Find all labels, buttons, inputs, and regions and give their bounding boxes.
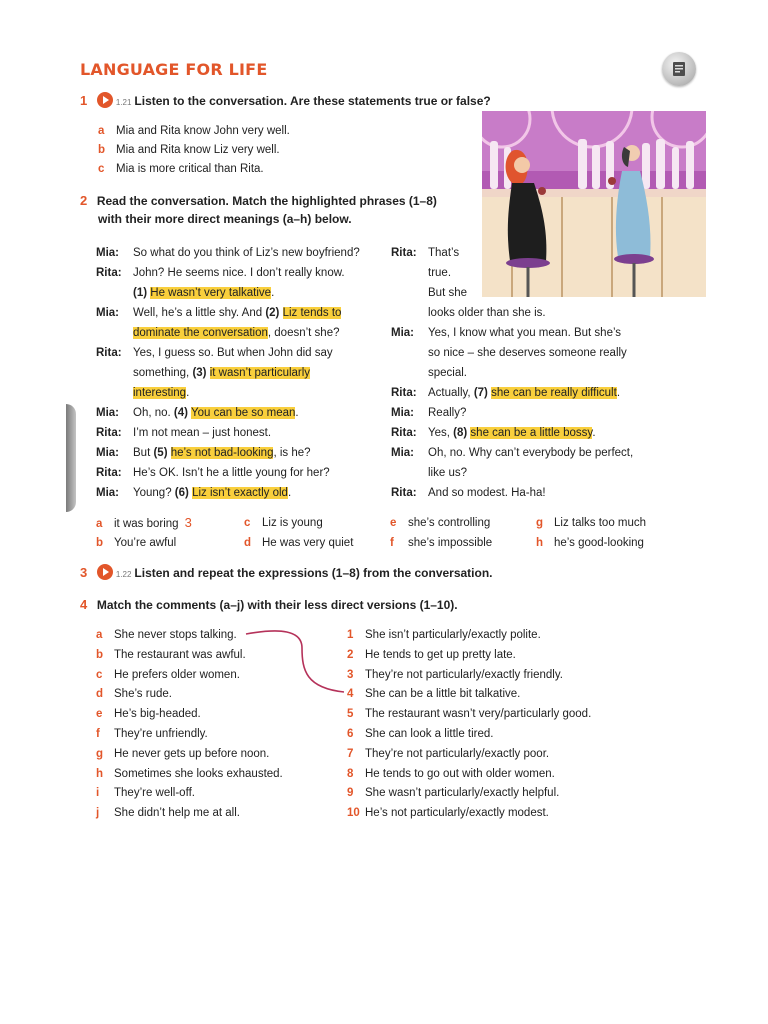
item-text: She never stops talking.	[114, 629, 237, 641]
speaker-name: Mia:	[96, 487, 119, 499]
highlighted-phrase: dominate the conversation	[133, 327, 268, 339]
version-item	[347, 727, 494, 741]
item-letter: e	[96, 708, 103, 721]
speaker-name: Mia:	[391, 407, 414, 419]
item-text: she’s impossible	[408, 537, 493, 549]
workbook-icon[interactable]	[662, 52, 696, 86]
item-number: 6	[347, 728, 354, 740]
ex4-instruction: Match the comments (a–j) with their less direct versions (1–10).	[96, 598, 458, 612]
item-text: She isn’t particularly/exactly polite.	[365, 629, 541, 641]
comment-item	[96, 806, 240, 820]
page-edge-shadow	[66, 404, 76, 512]
version-item	[347, 786, 559, 800]
ex4-heading	[80, 598, 458, 613]
dialogue-text: Actually,	[428, 387, 474, 399]
item-letter: d	[244, 537, 252, 549]
ex3-number: 3	[80, 565, 88, 580]
item-letter: g	[536, 517, 544, 529]
comment-item	[96, 707, 201, 721]
bar-scene-illustration	[482, 111, 706, 297]
dialogue-text: .	[592, 427, 596, 439]
highlighted-phrase: interesting	[133, 387, 187, 399]
ex1-track: 1.21	[115, 98, 132, 107]
dialogue-line	[96, 386, 189, 400]
item-text: Mia is more critical than Rita.	[116, 163, 264, 175]
item-text: She wasn’t particularly/exactly helpful.	[365, 787, 560, 800]
ex1-heading	[80, 92, 491, 110]
dialogue-line	[391, 486, 546, 500]
dialogue-text: So what do you think of Liz’s new boyfriend?	[133, 247, 360, 259]
phrase-number: (4)	[173, 407, 188, 419]
meaning-item	[536, 516, 646, 530]
dialogue-line	[391, 346, 627, 360]
phrase-number: (7)	[473, 387, 488, 399]
ex1-number: 1	[80, 93, 88, 108]
item-letter: a	[98, 125, 105, 137]
speaker-name: Rita:	[391, 427, 417, 439]
item-text: The restaurant wasn’t very/particularly good.	[365, 708, 592, 721]
version-item	[347, 668, 563, 682]
meaning-item	[244, 536, 353, 550]
item-text: she’s controlling	[408, 517, 491, 529]
version-item	[347, 628, 541, 642]
speaker-name: Mia:	[96, 307, 119, 319]
dialogue-line	[96, 326, 340, 340]
item-letter: e	[390, 517, 397, 529]
highlighted-phrase: he’s not bad-looking	[170, 447, 274, 459]
statement-item	[98, 143, 280, 157]
ex2-heading	[80, 194, 437, 209]
item-text: Mia and Rita know Liz very well.	[116, 144, 280, 156]
dialogue-line	[391, 286, 467, 300]
item-letter: h	[96, 767, 104, 780]
dialogue-text: , is he?	[273, 447, 311, 459]
dialogue-text: Young?	[133, 487, 175, 499]
ex2-heading-cont	[98, 212, 352, 227]
highlighted-phrase: Liz isn’t exactly old	[192, 487, 288, 499]
statement-item	[98, 124, 290, 138]
item-letter: c	[96, 668, 103, 681]
item-number: 5	[347, 708, 354, 721]
version-item	[347, 806, 549, 820]
dialogue-text: Really?	[428, 407, 467, 419]
speaker-name: Rita:	[96, 267, 122, 279]
ex4-number: 4	[80, 597, 88, 612]
version-item	[347, 687, 520, 701]
item-text: He was very quiet	[262, 537, 354, 549]
dialogue-text: .	[271, 287, 275, 299]
item-text: They’re not particularly/exactly poor.	[365, 747, 550, 760]
section-title: LANGUAGE FOR LIFE	[80, 60, 268, 79]
dialogue-text: special.	[428, 367, 467, 379]
meaning-item	[244, 516, 323, 530]
meaning-item	[96, 516, 192, 531]
ex1-instruction: Listen to the conversation. Are these statements true or false?	[134, 94, 491, 108]
speaker-name: Rita:	[391, 487, 417, 499]
ex3-track: 1.22	[115, 570, 132, 579]
item-number: 2	[347, 648, 354, 661]
dialogue-line	[96, 446, 311, 460]
statement-item	[98, 162, 264, 176]
item-number: 1	[347, 629, 354, 641]
dialogue-line	[391, 446, 633, 460]
dialogue-text: That’s	[428, 247, 460, 259]
item-number: 9	[347, 787, 354, 800]
phrase-number: (5)	[153, 447, 168, 459]
dialogue-text: But	[133, 447, 154, 459]
dialogue-line	[391, 466, 467, 480]
item-text: Mia and Rita know John very well.	[116, 125, 290, 137]
phrase-number: (6)	[174, 487, 189, 499]
item-letter: a	[96, 629, 103, 641]
dialogue-text: Well, he’s a little shy. And	[133, 307, 266, 319]
speaker-name: Mia:	[96, 407, 119, 419]
item-number: 7	[347, 747, 354, 760]
dialogue-text: something,	[133, 367, 193, 379]
dialogue-line	[391, 306, 546, 320]
version-item	[347, 767, 555, 781]
item-number: 4	[347, 688, 354, 701]
version-item	[347, 648, 516, 662]
item-letter: g	[96, 747, 104, 760]
dialogue-line	[96, 366, 310, 380]
dialogue-line	[96, 406, 299, 420]
dialogue-text: John? He seems nice. I don’t really know.	[133, 267, 345, 279]
item-number: 3	[347, 668, 354, 681]
ex2-instruction-line1: Read the conversation. Match the highlighted phrases (1–8)	[96, 194, 437, 208]
item-text: They’re not particularly/exactly friendly.	[365, 668, 563, 681]
speaker-name: Rita:	[96, 427, 122, 439]
dialogue-line	[391, 386, 620, 400]
dialogue-text: .	[616, 387, 621, 399]
dialogue-text: And so modest. Ha-ha!	[428, 487, 546, 499]
item-text: She didn’t help me at all.	[114, 807, 240, 820]
item-text: She can look a little tired.	[365, 728, 494, 740]
comment-item	[96, 648, 246, 662]
item-letter: c	[98, 163, 105, 175]
dialogue-line	[96, 266, 345, 280]
highlighted-phrase: she can be really difficult	[491, 387, 617, 399]
item-text: They’re unfriendly.	[114, 728, 208, 740]
comment-item	[96, 767, 283, 781]
item-text: it was boring	[114, 518, 179, 530]
ex2-number: 2	[80, 193, 88, 208]
dialogue-text: He’s OK. Isn’t he a little young for her?	[133, 467, 330, 479]
highlighted-phrase: He wasn’t very talkative	[150, 287, 272, 299]
item-text: She can be a little bit talkative.	[365, 688, 521, 701]
item-text: You’re awful	[114, 537, 177, 549]
dialogue-line	[96, 466, 330, 480]
dialogue-line	[391, 326, 621, 340]
highlighted-phrase: You can be so mean	[190, 407, 296, 419]
handwritten-answer: 3	[184, 515, 192, 530]
phrase-number: (1)	[133, 287, 148, 299]
speaker-name: Mia:	[391, 327, 414, 339]
dialogue-text: I’m not mean – just honest.	[133, 427, 272, 439]
item-text: he’s good-looking	[554, 537, 644, 549]
meaning-item	[390, 516, 490, 530]
speaker-name: Rita:	[96, 467, 122, 479]
item-letter: f	[96, 728, 100, 740]
item-text: He’s not particularly/exactly modest.	[365, 807, 549, 820]
speaker-name: Mia:	[391, 447, 414, 459]
item-letter: b	[96, 648, 104, 661]
dialogue-text: Oh, no.	[133, 407, 174, 419]
example-match-connector	[240, 626, 360, 696]
item-letter: b	[96, 537, 104, 549]
item-letter: d	[96, 688, 104, 701]
dialogue-line	[96, 286, 274, 300]
dialogue-line	[96, 426, 271, 440]
comment-item	[96, 687, 172, 701]
item-letter: b	[98, 144, 106, 156]
speaker-name: Rita:	[391, 387, 417, 399]
highlighted-phrase: it wasn’t particularly	[209, 367, 311, 379]
comment-item	[96, 668, 240, 682]
item-text: Liz talks too much	[554, 517, 647, 529]
item-text: She’s rude.	[114, 688, 172, 701]
highlighted-phrase: she can be a little bossy	[470, 427, 593, 439]
meaning-item	[390, 536, 492, 550]
dialogue-line	[96, 486, 291, 500]
item-text: He tends to go out with older women.	[365, 767, 555, 780]
item-letter: a	[96, 518, 103, 530]
dialogue-text: Yes,	[428, 427, 454, 439]
dialogue-line	[96, 246, 360, 260]
audio-play-icon[interactable]	[97, 92, 113, 108]
item-letter: j	[96, 807, 100, 820]
dialogue-line	[391, 366, 467, 380]
ex2-instruction-line2: with their more direct meanings (a–h) below.	[98, 212, 352, 226]
item-text: He tends to get up pretty late.	[365, 648, 516, 661]
dialogue-text: .	[186, 387, 190, 399]
dialogue-text: Yes, I know what you mean. But she’s	[428, 327, 622, 339]
dialogue-line	[391, 266, 451, 280]
dialogue-line	[96, 306, 341, 320]
dialogue-text: looks older than she is.	[428, 307, 546, 319]
dialogue-line	[391, 426, 596, 440]
item-text: He never gets up before noon.	[114, 747, 270, 760]
item-text: He’s big-headed.	[114, 708, 201, 721]
item-letter: i	[96, 787, 100, 800]
dialogue-text: But she	[428, 287, 467, 299]
item-letter: f	[390, 537, 394, 549]
highlighted-phrase: Liz tends to	[282, 307, 342, 319]
ex3-heading	[80, 564, 493, 582]
dialogue-text: , doesn’t she?	[267, 327, 340, 339]
phrase-number: (2)	[265, 307, 280, 319]
item-number: 10	[347, 807, 360, 820]
item-number: 8	[347, 767, 354, 780]
dialogue-text: so nice – she deserves someone really	[428, 347, 627, 359]
item-text: Liz is young	[262, 517, 323, 529]
item-text: Sometimes she looks exhausted.	[114, 767, 283, 780]
comment-item	[96, 628, 237, 642]
item-letter: h	[536, 537, 544, 549]
dialogue-text: true.	[428, 267, 452, 279]
version-item	[347, 707, 591, 721]
speaker-name: Mia:	[96, 247, 119, 259]
dialogue-line	[391, 246, 459, 260]
item-text: The restaurant was awful.	[114, 648, 246, 661]
speaker-name: Rita:	[391, 247, 417, 259]
comment-item	[96, 747, 269, 761]
speaker-name: Mia:	[96, 447, 119, 459]
version-item	[347, 747, 549, 761]
comment-item	[96, 786, 195, 800]
phrase-number: (8)	[453, 427, 468, 439]
audio-play-icon[interactable]	[97, 564, 113, 580]
comment-item	[96, 727, 208, 741]
speaker-name: Rita:	[96, 347, 122, 359]
dialogue-text: Oh, no. Why can’t everybody be perfect,	[428, 447, 634, 459]
item-text: He prefers older women.	[114, 668, 240, 681]
dialogue-line	[391, 406, 466, 420]
dialogue-text: .	[287, 487, 292, 499]
dialogue-text: Yes, I guess so. But when John did say	[133, 347, 333, 359]
dialogue-text: .	[295, 407, 299, 419]
meaning-item	[96, 536, 176, 550]
item-letter: c	[244, 517, 251, 529]
dialogue-line	[96, 346, 333, 360]
phrase-number: (3)	[192, 367, 207, 379]
meaning-item	[536, 536, 644, 550]
ex3-instruction: Listen and repeat the expressions (1–8) from the conversation.	[134, 566, 493, 580]
dialogue-text: like us?	[428, 467, 467, 479]
item-text: They’re well-off.	[114, 787, 195, 800]
